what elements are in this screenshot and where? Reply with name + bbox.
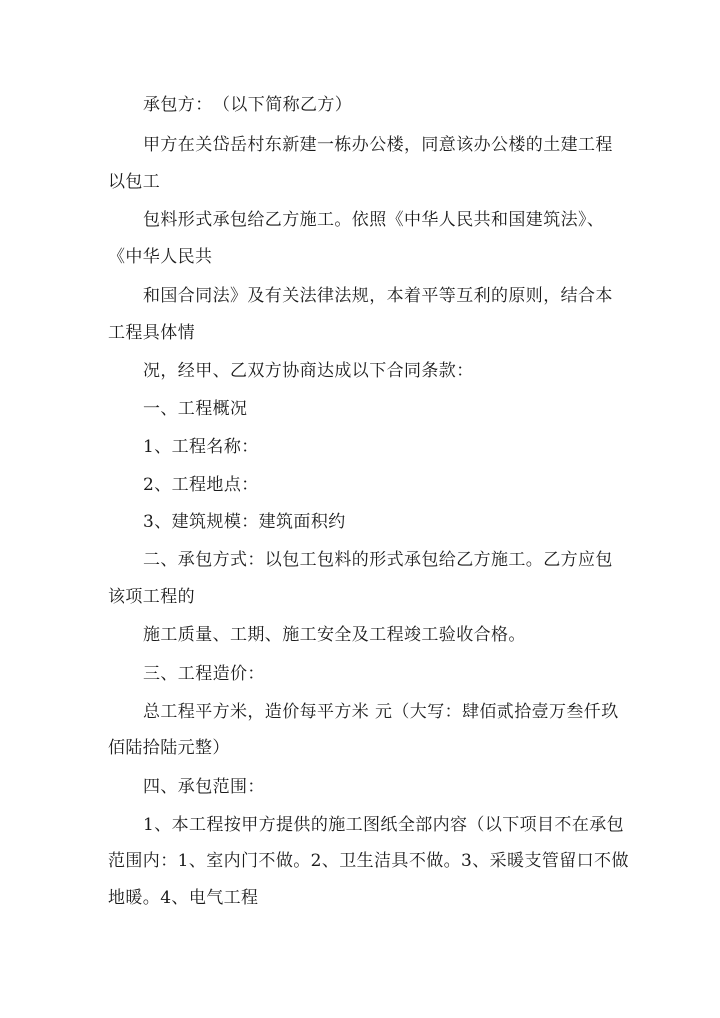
paragraph-law-wrap: 《中华人民共 xyxy=(108,247,213,267)
scope-wrap-2: 地暖。4、电气工程 xyxy=(108,888,259,908)
paragraph-contract-wrap: 工程具体情 xyxy=(108,323,195,343)
scope-wrap-1: 范围内：1、室内门不做。2、卫生洁具不做。3、采暖支管留口不做 xyxy=(108,851,629,871)
section-heading-2: 二、承包方式：以包工包料的形式承包给乙方施工。乙方应包 xyxy=(143,550,613,570)
cost-wrap: 佰陆拾陆元整） xyxy=(108,738,230,758)
paragraph-agreement: 况，经甲、乙双方协商达成以下合同条款： xyxy=(143,361,474,381)
paragraph-contract-law: 和国合同法》及有关法律法规，本着平等互利的原则，结合本 xyxy=(143,286,613,306)
building-scale-line: 3、建筑规模：建筑面积约 xyxy=(143,512,346,532)
section-2-wrap: 该项工程的 xyxy=(108,587,195,607)
project-name-line: 1、工程名称： xyxy=(143,437,259,457)
cost-line: 总工程平方米，造价每平方米 元（大写：肆佰贰拾壹万叁仟玖 xyxy=(143,702,619,722)
paragraph-intro-wrap: 以包工 xyxy=(108,172,161,192)
scope-line: 1、本工程按甲方提供的施工图纸全部内容（以下项目不在承包 xyxy=(143,815,625,835)
section-heading-3: 三、工程造价： xyxy=(143,664,265,684)
section-2-quality: 施工质量、工期、施工安全及工程竣工验收合格。 xyxy=(143,625,526,645)
section-heading-4: 四、承包范围： xyxy=(143,777,265,797)
project-location-line: 2、工程地点： xyxy=(143,475,259,495)
paragraph-intro-line: 甲方在关岱岳村东新建一栋办公楼，同意该办公楼的土建工程 xyxy=(143,135,613,155)
contractor-party-line: 承包方： （以下简称乙方） xyxy=(143,95,353,115)
paragraph-law-line: 包料形式承包给乙方施工。依照《中华人民共和国建筑法》、 xyxy=(143,210,605,230)
section-heading-1: 一、工程概况 xyxy=(143,399,248,419)
